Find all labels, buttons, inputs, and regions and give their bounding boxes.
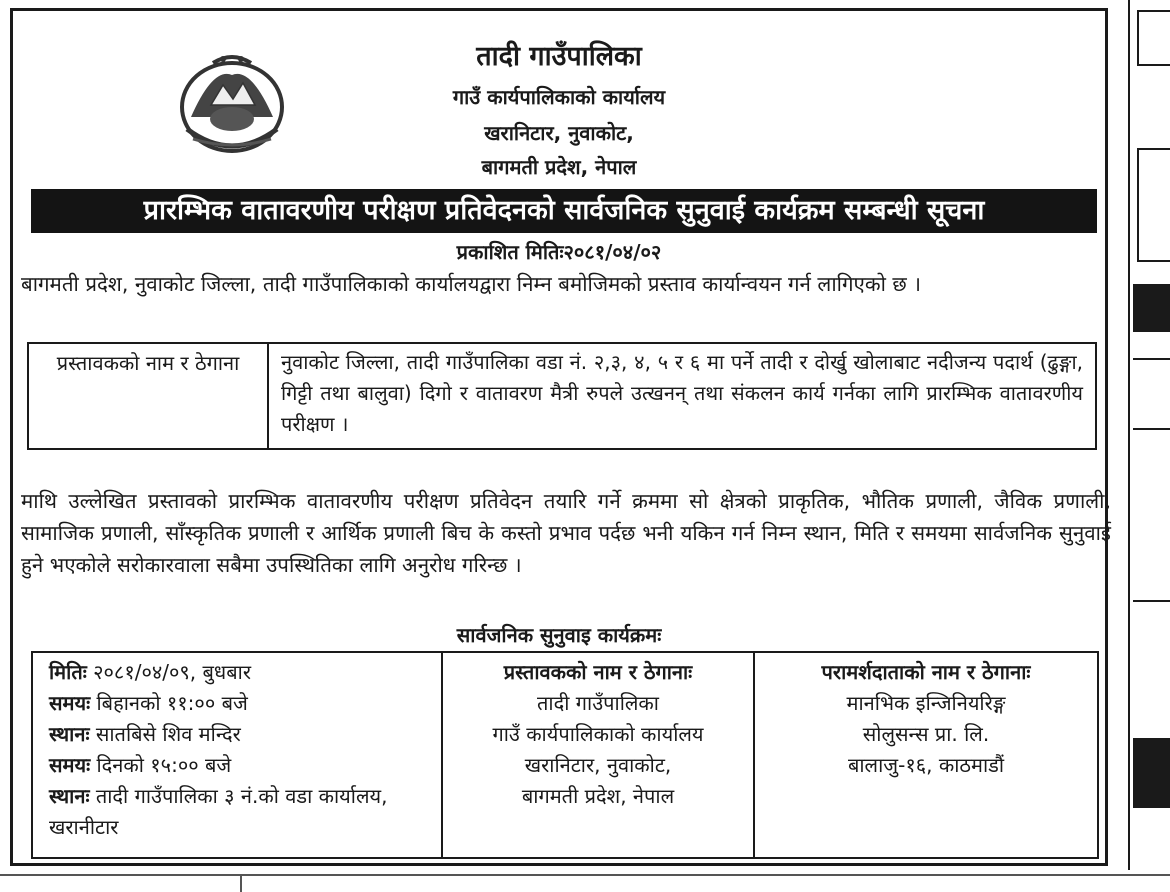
proponent-details [443, 653, 755, 857]
proponent-line: खरानिटार, नुवाकोट, [524, 753, 672, 777]
adjacent-box [1137, 148, 1170, 262]
office-province: बागमती प्रदेश, नेपाल [481, 155, 637, 179]
adjacent-dark-bar [1133, 284, 1170, 332]
consultant-heading: परामर्शदाताको नाम र ठेगानाः [821, 660, 1031, 684]
place-value: तादी गाउँपालिका ३ नं.को वडा कार्यालय, खरानीटार [49, 784, 388, 839]
office-address: खरानिटार, नुवाकोट, [484, 121, 634, 145]
proponent-line: तादी गाउँपालिका [537, 691, 659, 715]
place-label: स्थानः [49, 784, 90, 808]
date-label: मितिः [49, 660, 87, 684]
consultant-line: मानभिक इन्जिनियरिङ्ग [846, 691, 1006, 715]
date-value: २०८१/०४/०९, बुधबार [86, 660, 252, 684]
published-date: प्रकाशित मितिः२०८१/०४/०२ [456, 240, 662, 264]
proponent-heading: प्रस्तावकको नाम र ठेगानाः [503, 660, 693, 684]
time-value: बिहानको ११:०० बजे [90, 691, 248, 715]
proponent-line: बागमती प्रदेश, नेपाल [521, 784, 675, 808]
office-subtitle: गाउँ कार्यपालिकाको कार्यालय [452, 85, 666, 109]
page-bottom-divider [0, 874, 1170, 876]
intro-paragraph: बागमती प्रदेश, नुवाकोट जिल्ला, तादी गाउँपालिकाको कार्यालयद्वारा निम्न बमोजिमको प्रस्ताव कार्यान्वयन गर्न लागिएको छ । [21, 272, 922, 296]
consultant-line: सोलुसन्स प्रा. लि. [862, 722, 990, 746]
schedule-title: सार्वजनिक सुनुवाइ कार्यक्रमः [456, 623, 662, 647]
adjacent-divider [1133, 358, 1170, 360]
adjacent-divider [1133, 428, 1170, 430]
proponent-line: गाउँ कार्यपालिकाको कार्यालय [492, 722, 704, 746]
proposal-table [27, 342, 1097, 450]
time-label: समयः [49, 691, 91, 715]
consultant-details [755, 653, 1097, 857]
page-bottom-divider-tick [240, 876, 242, 892]
time-label: समयः [49, 753, 91, 777]
public-notice [10, 8, 1111, 866]
schedule-table [31, 651, 1099, 859]
office-name: तादी गाउँपालिका [476, 41, 642, 72]
adjacent-divider [1133, 600, 1170, 602]
time-value: दिनको १५:०० बजे [90, 753, 232, 777]
adjacent-box [1137, 10, 1170, 66]
schedule-details [33, 653, 443, 857]
place-label: स्थानः [49, 722, 90, 746]
adjacent-dark-bar [1133, 738, 1170, 808]
body-paragraph: माथि उल्लेखित प्रस्तावको प्रारम्भिक वातावरणीय परीक्षण प्रतिवेदन तयारि गर्ने क्रममा सो क्षेत्रको प्राकृतिक, भौतिक प्रणाली, जैविक प्रणाली, सामाजिक प्रणाली, साँस्कृतिक प्रणाली र आर्थिक प्रणाली बिच के कस्तो प्रभाव पर्दछ भनी यकिन गर्न निम्न स्थान, मिति र समयमा सार्वजनिक सुनुवाई हुने भएकोले सरोकारवाला सबैमा उपस्थितिका लागि अनुरोध गरिन्छ । [21, 489, 1111, 577]
proposal-description: नुवाकोट जिल्ला, तादी गाउँपालिका वडा नं. २,३, ४, ५ र ६ मा पर्ने तादी र दोर्खु खोलाबाट नदीजन्य पदार्थ (ढुङ्गा, गिट्टी तथा बालुवा) दिगो र वातावरण मैत्री रुपले उत्खनन् तथा संकलन कार्य गर्नका लागि प्रारम्भिक वातावरणीय परीक्षण । [281, 350, 1083, 436]
proposal-label: प्रस्तावकको नाम र ठेगाना [29, 344, 269, 448]
notice-title: प्रारम्भिक वातावरणीय परीक्षण प्रतिवेदनको सार्वजनिक सुनुवाई कार्यक्रम सम्बन्धी सूचना [31, 189, 1097, 233]
place-value: सातबिसे शिव मन्दिर [89, 722, 241, 746]
consultant-line: बालाजु-१६, काठमाडौं [847, 753, 1005, 777]
